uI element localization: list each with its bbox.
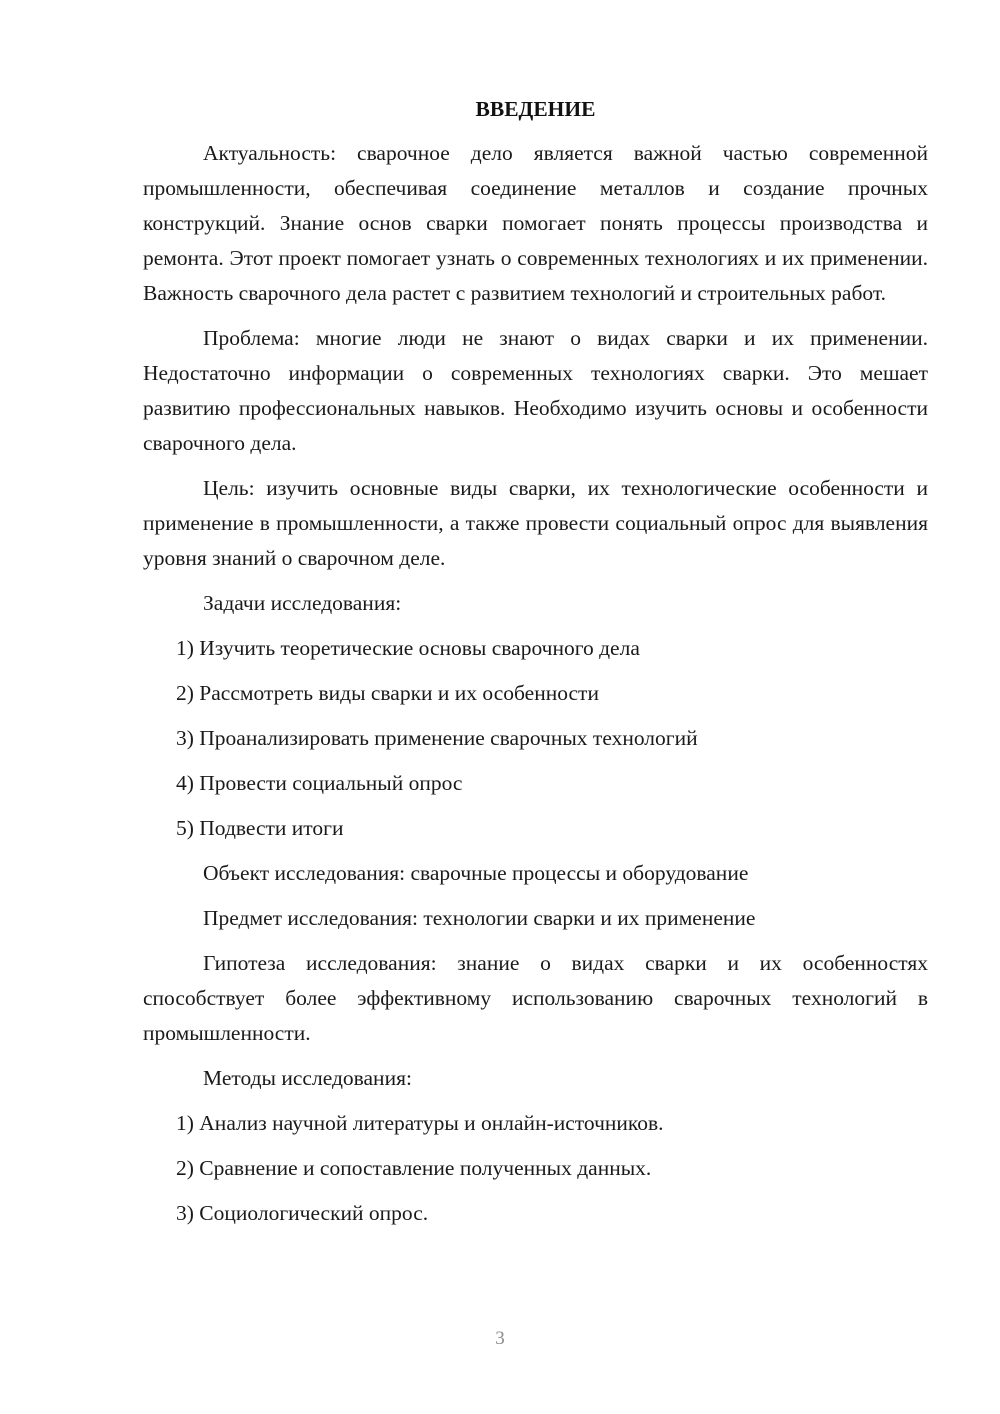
task-item: 2) Рассмотреть виды сварки и их особенности (176, 681, 599, 705)
task-item: 4) Провести социальный опрос (176, 771, 463, 795)
hypothesis-paragraph: Гипотеза исследования: знание о видах сварки и их особенностях способствует более эффективному использованию сварочных технологий в промышленности. (143, 951, 928, 1045)
subject-paragraph: Предмет исследования: технологии сварки и их применение (203, 906, 756, 930)
object-paragraph: Объект исследования: сварочные процессы и оборудование (203, 861, 749, 885)
method-item: 2) Сравнение и сопоставление полученных данных. (176, 1156, 652, 1180)
page-title: ВВЕДЕНИЕ (475, 97, 596, 121)
goal-paragraph: Цель: изучить основные виды сварки, их технологические особенности и применение в промышленности, а также провести социальный опрос для выявления уровня знаний о сварочном деле. (143, 476, 928, 570)
task-item: 3) Проанализировать применение сварочных технологий (176, 726, 698, 750)
method-item: 3) Социологический опрос. (176, 1201, 429, 1225)
task-item: 5) Подвести итоги (176, 816, 344, 840)
page-number: 3 (495, 1328, 505, 1349)
relevance-paragraph: Актуальность: сварочное дело является важной частью современной промышленности, обеспечивая соединение металлов и создание прочных конструкций. Знание основ сварки помогает понять процессы производства и ремонта. Этот проект помогает узнать о современных технологиях и их применении. Важность сварочного дела растет с развитием технологий и строительных работ. (143, 141, 928, 305)
methods-list (143, 1106, 928, 1231)
tasks-heading: Задачи исследования: (203, 591, 402, 615)
task-item: 1) Изучить теоретические основы сварочного дела (176, 636, 640, 660)
problem-paragraph: Проблема: многие люди не знают о видах сварки и их применении. Недостаточно информации о современных технологиях сварки. Это мешает развитию профессиональных навыков. Необходимо изучить основы и особенности сварочного дела. (143, 326, 928, 455)
methods-heading: Методы исследования: (203, 1066, 412, 1090)
tasks-list (143, 631, 928, 846)
method-item: 1) Анализ научной литературы и онлайн-источников. (176, 1111, 664, 1135)
page-content (143, 92, 928, 1241)
